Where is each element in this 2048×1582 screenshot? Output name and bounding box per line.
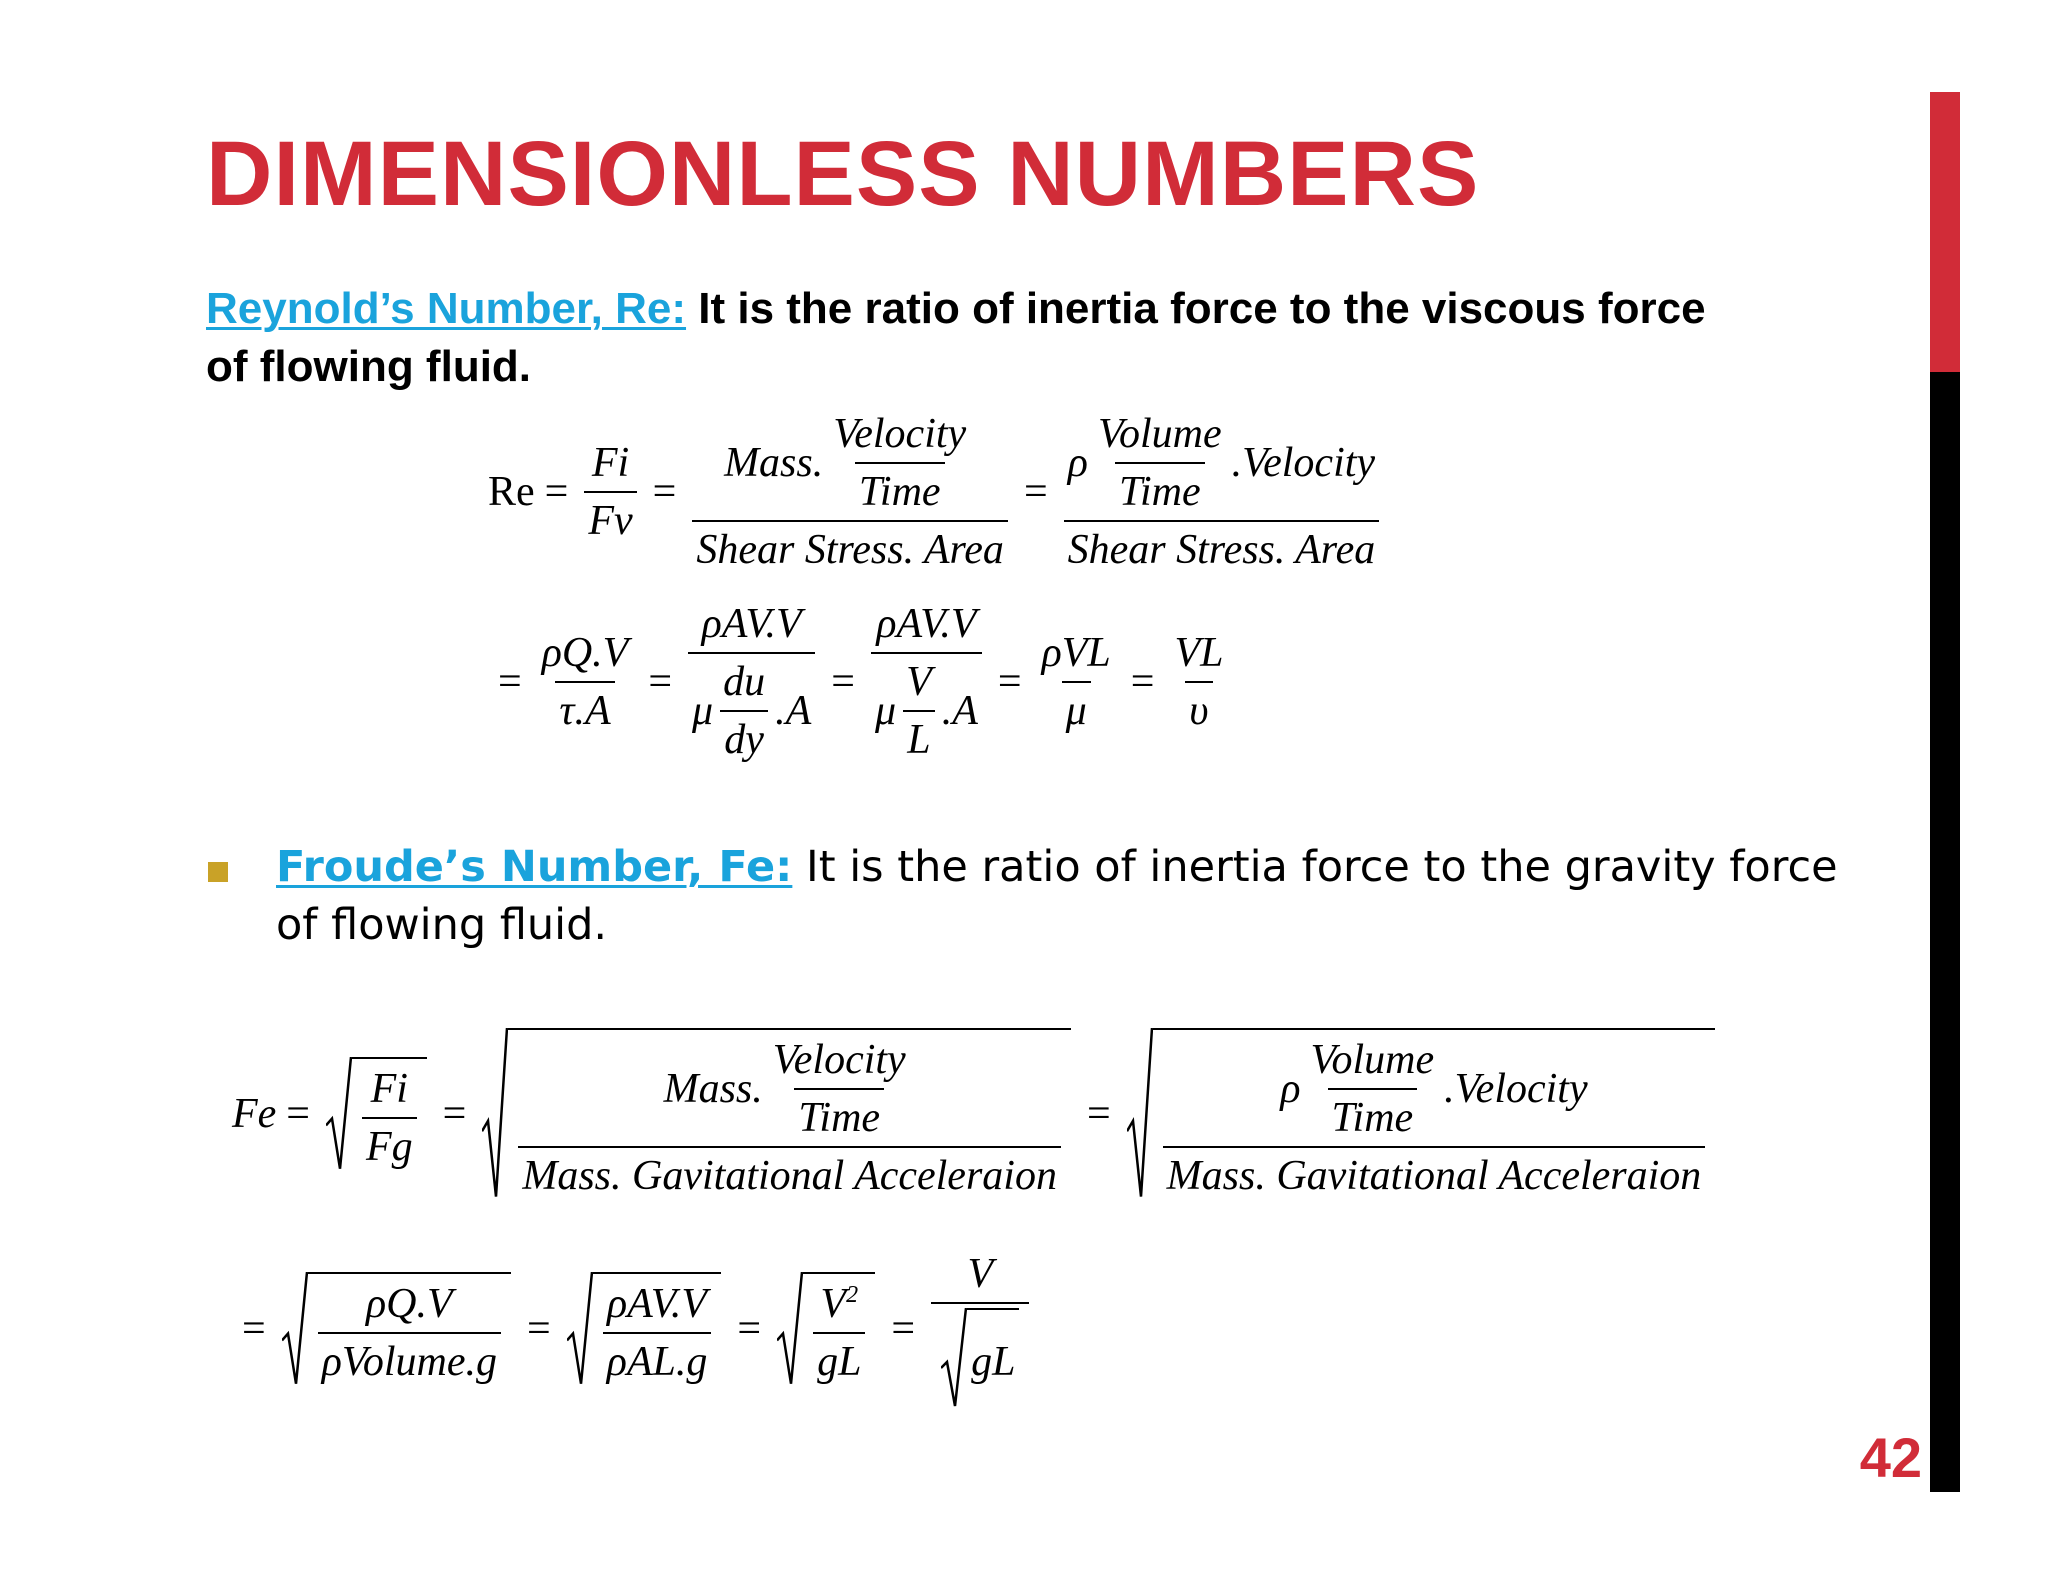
- numerator: ρAV.V: [606, 1281, 708, 1327]
- page-title: DIMENSIONLESS NUMBERS: [206, 123, 1480, 225]
- fraction-volume-time: [1094, 410, 1226, 516]
- denominator: Shear Stress. Area: [692, 520, 1008, 574]
- fraction-fi-fv: [584, 439, 636, 545]
- numerator: [1064, 410, 1379, 520]
- equals: =: [1130, 659, 1155, 705]
- numerator: ρVL: [1041, 630, 1111, 676]
- fraction-mass-velocity-gravity: [518, 1036, 1061, 1200]
- radical-icon: [282, 1272, 308, 1386]
- numerator: Velocity: [772, 1037, 906, 1083]
- v-term: V: [820, 1281, 847, 1327]
- radical-icon: [1127, 1028, 1153, 1200]
- denominator: Shear Stress. Area: [1064, 520, 1380, 574]
- numerator: ρQ.V: [541, 630, 629, 676]
- reynolds-text-1: It is the ratio of inertia force to the viscous force: [686, 284, 1706, 333]
- equals: =: [1086, 1091, 1111, 1137]
- fraction-rho-volume-gravity: [1163, 1036, 1706, 1200]
- denominator: dy: [720, 710, 768, 764]
- equals: =: [442, 1091, 467, 1137]
- radical-icon: [326, 1057, 352, 1171]
- numerator: [660, 1036, 920, 1146]
- equals: =: [544, 469, 569, 515]
- fraction-vl-nu: [1170, 629, 1227, 735]
- numerator: V: [906, 659, 932, 705]
- fraction-rhoqv-rhovolume-g: [318, 1280, 501, 1386]
- denominator: υ: [1185, 681, 1212, 735]
- reynolds-text-2: of flowing fluid.: [206, 342, 532, 391]
- equals: =: [286, 1091, 310, 1137]
- froude-paragraph: [276, 838, 1838, 954]
- sqrt-rho-volume-gravity: [1127, 1028, 1716, 1200]
- denominator: Fv: [584, 491, 636, 545]
- fraction-rhoavv-mu-v-l: [871, 600, 982, 764]
- denominator: [871, 652, 982, 764]
- denominator: τ.A: [555, 681, 614, 735]
- rho-symbol: ρ: [1067, 440, 1088, 486]
- re-symbol: Re: [488, 469, 535, 515]
- rho-symbol: ρ: [1280, 1066, 1301, 1112]
- numerator: ρAV.V: [701, 601, 802, 647]
- fraction-rho-volume-shear: [1064, 410, 1380, 574]
- mass-term: Mass.: [663, 1066, 763, 1112]
- radical-icon: [941, 1308, 967, 1408]
- equals: =: [242, 1306, 266, 1352]
- denominator: [688, 652, 815, 764]
- bullet-icon: [208, 862, 228, 882]
- equals: =: [652, 469, 677, 515]
- numerator: Fi: [370, 1066, 408, 1112]
- exponent: 2: [846, 1282, 859, 1308]
- denominator: Mass. Gavitational Acceleraion: [518, 1146, 1061, 1200]
- velocity-term: .Velocity: [1444, 1066, 1588, 1112]
- fraction-du-dy: [719, 658, 769, 764]
- equals: =: [831, 659, 855, 705]
- numerator: du: [723, 659, 766, 705]
- denominator: Mass. Gavitational Acceleraion: [1163, 1146, 1706, 1200]
- equals: =: [498, 659, 522, 705]
- equals: =: [648, 659, 673, 705]
- denominator: ρVolume.g: [318, 1332, 501, 1386]
- denominator: Time: [855, 462, 945, 516]
- mass-term: Mass.: [724, 440, 824, 486]
- equals: =: [891, 1306, 916, 1352]
- accent-bar-red: [1930, 92, 1960, 372]
- numerator: V: [967, 1251, 994, 1297]
- fraction-v2-gl: [813, 1280, 865, 1386]
- numerator: ρAV.V: [876, 601, 977, 647]
- velocity-term: .Velocity: [1231, 440, 1376, 486]
- sqrt-fi-fg: [326, 1057, 427, 1171]
- radical-icon: [482, 1028, 508, 1200]
- mu-symbol: μ: [874, 688, 897, 734]
- numerator: [816, 1280, 862, 1332]
- page-number: 42: [1859, 1426, 1922, 1489]
- reynolds-link[interactable]: Reynold’s Number, Re:: [206, 284, 687, 333]
- numerator: [1276, 1036, 1591, 1146]
- fraction-rhoavv-mu-du-dy: [688, 600, 815, 764]
- radical-icon: [777, 1272, 803, 1386]
- numerator: Volume: [1310, 1037, 1435, 1083]
- numerator: ρQ.V: [366, 1281, 453, 1327]
- fraction-v-l: [902, 658, 936, 764]
- reynolds-paragraph: [206, 280, 1706, 396]
- sqrt-rhoqv-rhovolume: [282, 1272, 511, 1386]
- froude-text-2: of flowing fluid.: [276, 900, 608, 950]
- fraction-rhoavv-rhoal-g: [603, 1280, 712, 1386]
- denominator: Time: [1328, 1088, 1418, 1142]
- area-term: .A: [941, 688, 978, 734]
- denominator: gL: [813, 1332, 865, 1386]
- numerator: VL: [1174, 630, 1224, 676]
- numerator: Volume: [1097, 411, 1222, 457]
- equals: =: [1023, 469, 1048, 515]
- denominator: [931, 1302, 1029, 1408]
- denominator: ρAL.g: [603, 1332, 712, 1386]
- numerator: Fi: [591, 440, 630, 486]
- reynolds-equation-1: [488, 410, 1385, 574]
- fraction-rhovl-mu: [1038, 629, 1115, 735]
- area-term: .A: [775, 688, 812, 734]
- fraction-mass-velocity-shear: [692, 410, 1008, 574]
- fraction-volume-time: [1307, 1036, 1439, 1142]
- fraction-v-sqrt-gl: [931, 1250, 1029, 1408]
- denominator: μ: [1062, 681, 1091, 735]
- numerator: Velocity: [833, 411, 967, 457]
- radicand: gL: [967, 1308, 1019, 1408]
- denominator: Fg: [362, 1117, 417, 1171]
- sqrt-mass-velocity-gravity: [482, 1028, 1071, 1200]
- froude-link[interactable]: Froude’s Number, Fe:: [276, 842, 793, 892]
- froude-equation-2: [232, 1250, 1035, 1408]
- equals: =: [737, 1306, 762, 1352]
- equals: =: [997, 659, 1022, 705]
- accent-bar-black: [1930, 372, 1960, 1492]
- fraction-velocity-time: [829, 410, 970, 516]
- fraction-fi-fg: [362, 1065, 417, 1171]
- denominator: Time: [1115, 462, 1205, 516]
- equals: =: [527, 1306, 551, 1352]
- fraction-rhoqv-taua: [538, 629, 633, 735]
- sqrt-v2-gl: [777, 1272, 875, 1386]
- mu-symbol: μ: [692, 688, 714, 734]
- sqrt-gl: [941, 1308, 1019, 1408]
- fraction-velocity-time: [769, 1036, 910, 1142]
- fe-symbol: Fe: [232, 1091, 277, 1137]
- denominator: L: [903, 710, 934, 764]
- froude-text-1: It is the ratio of inertia force to the gravity force: [792, 842, 1838, 892]
- numerator: [720, 410, 980, 520]
- reynolds-equation-2: [488, 600, 1233, 764]
- denominator: Time: [794, 1088, 884, 1142]
- sqrt-rhoavv-rhoal: [567, 1272, 722, 1386]
- froude-equation-1: [232, 1028, 1721, 1200]
- radical-icon: [567, 1272, 593, 1386]
